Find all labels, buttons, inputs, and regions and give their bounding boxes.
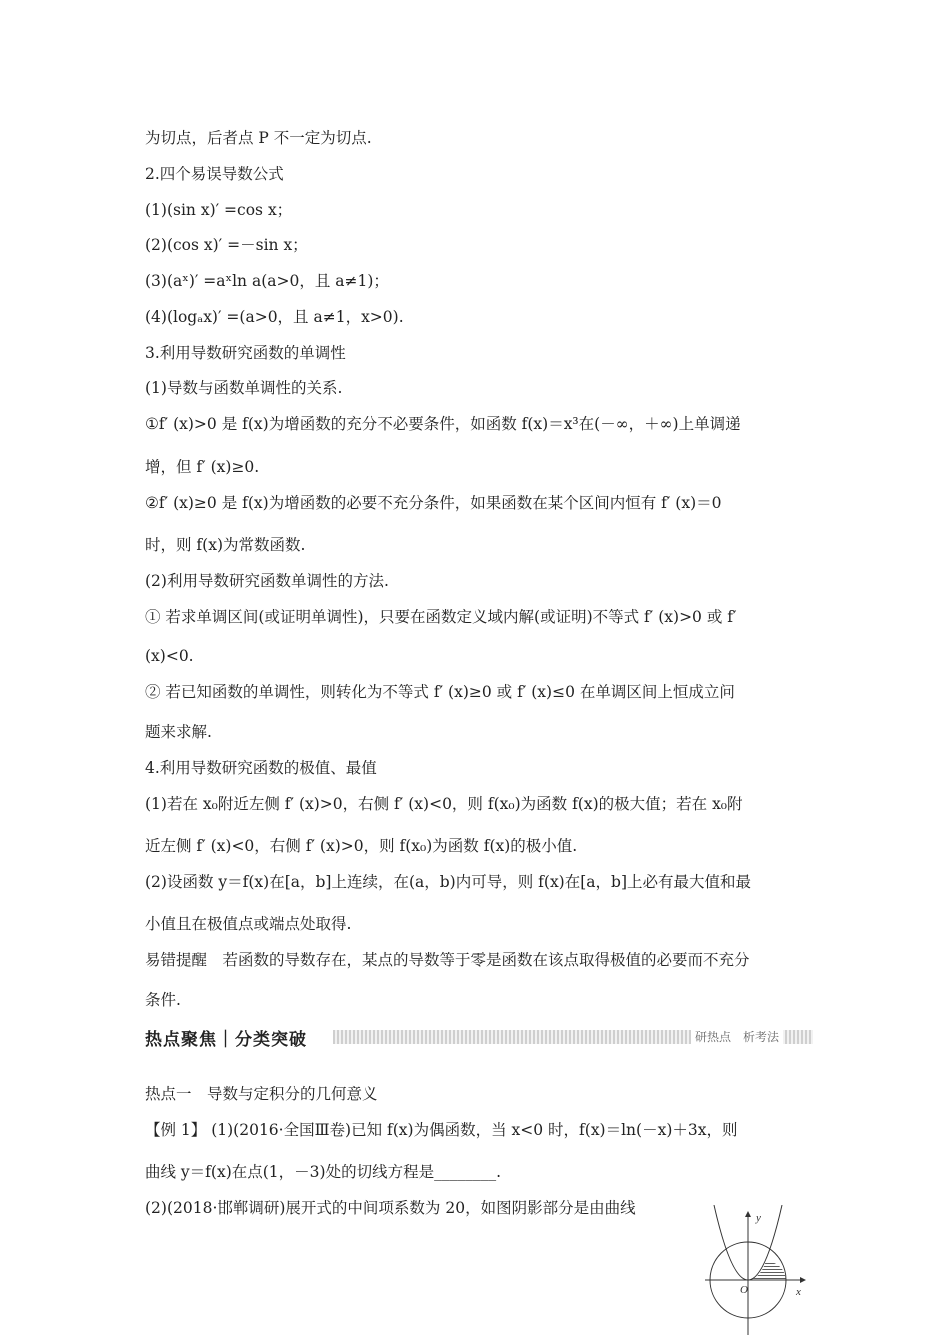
section-title: 热点一 导数与定积分的几何意义 — [145, 1085, 378, 1103]
text-line: (1)若在 x₀附近左侧 f′ (x)>0，右侧 f′ (x)<0，则 f(x₀)为函数 f(x)的极大值；若在 x₀附 — [145, 795, 743, 813]
text-line: (2)设函数 y＝f(x)在[a，b]上连续，在(a，b)内可导，则 f(x)在[a，b]上必有最大值和最 — [145, 873, 751, 891]
text-line: 3.利用导数研究函数的单调性 — [145, 344, 346, 362]
section-banner — [145, 1024, 813, 1050]
text-line: 时，则 f(x)为常数函数. — [145, 536, 306, 554]
integral-figure — [700, 1205, 815, 1340]
example-line: 【例 1】 (1)(2016·全国Ⅲ卷)已知 f(x)为偶函数，当 x<0 时，f(x)＝ln(－x)＋3x，则 — [145, 1121, 738, 1139]
example-line: 曲线 y＝f(x)在点(1，－3)处的切线方程是________. — [145, 1163, 502, 1181]
text-line: ② 若已知函数的单调性，则转化为不等式 f′ (x)≥0 或 f′ (x)≤0 在单调区间上恒成立问 — [145, 683, 735, 701]
text-line: 2.四个易误导数公式 — [145, 165, 284, 183]
text-line: 4.利用导数研究函数的极值、最值 — [145, 759, 377, 777]
y-axis-label: y — [756, 1212, 761, 1224]
example-line: (2)(2018·邯郸调研)展开式的中间项系数为 20，如图阴影部分是由曲线 — [145, 1199, 636, 1217]
y-axis-arrow — [745, 1211, 751, 1217]
text-line: (4)(logₐx)′ =(a>0，且 a≠1，x>0). — [145, 308, 404, 326]
text-line: ①f′ (x)>0 是 f(x)为增函数的充分不必要条件，如函数 f(x)＝x³在(－∞，＋∞)上单调递 — [145, 415, 741, 433]
x-axis-label: x — [796, 1286, 801, 1298]
text-line: 题来求解. — [145, 723, 212, 741]
text-line: 近左侧 f′ (x)<0，右侧 f′ (x)>0，则 f(x₀)为函数 f(x)的极小值. — [145, 837, 578, 855]
shaded-region — [748, 1261, 786, 1280]
origin-label: O — [740, 1284, 748, 1296]
text-line: ① 若求单调区间(或证明单调性)，只要在函数定义域内解(或证明)不等式 f′ (x)>0 或 f′ — [145, 608, 737, 626]
text-line: 小值且在极值点或端点处取得. — [145, 915, 352, 933]
x-axis-arrow — [800, 1277, 806, 1283]
banner-subtitle: 研热点 析考法 — [691, 1028, 783, 1045]
banner-title: 热点聚焦｜分类突破 — [145, 1029, 307, 1050]
text-line: (2)利用导数研究函数单调性的方法. — [145, 572, 389, 590]
text-line: (x)<0. — [145, 647, 194, 665]
text-line: 增，但 f′ (x)≥0. — [145, 458, 260, 476]
text-line: (1)导数与函数单调性的关系. — [145, 379, 343, 397]
text-line: 条件. — [145, 991, 181, 1009]
text-line: 易错提醒 若函数的导数存在，某点的导数等于零是函数在该点取得极值的必要而不充分 — [145, 951, 750, 969]
text-line: (2)(cos x)′ =－sin x； — [145, 236, 308, 254]
text-line: (1)(sin x)′ =cos x； — [145, 201, 293, 219]
text-line: ②f′ (x)≥0 是 f(x)为增函数的必要不充分条件，如果函数在某个区间内恒有 f′ (x)＝0 — [145, 494, 722, 512]
text-line: (3)(aˣ)′ =aˣln a(a>0，且 a≠1)； — [145, 272, 389, 290]
text-line: 为切点，后者点 P 不一定为切点. — [145, 129, 372, 147]
